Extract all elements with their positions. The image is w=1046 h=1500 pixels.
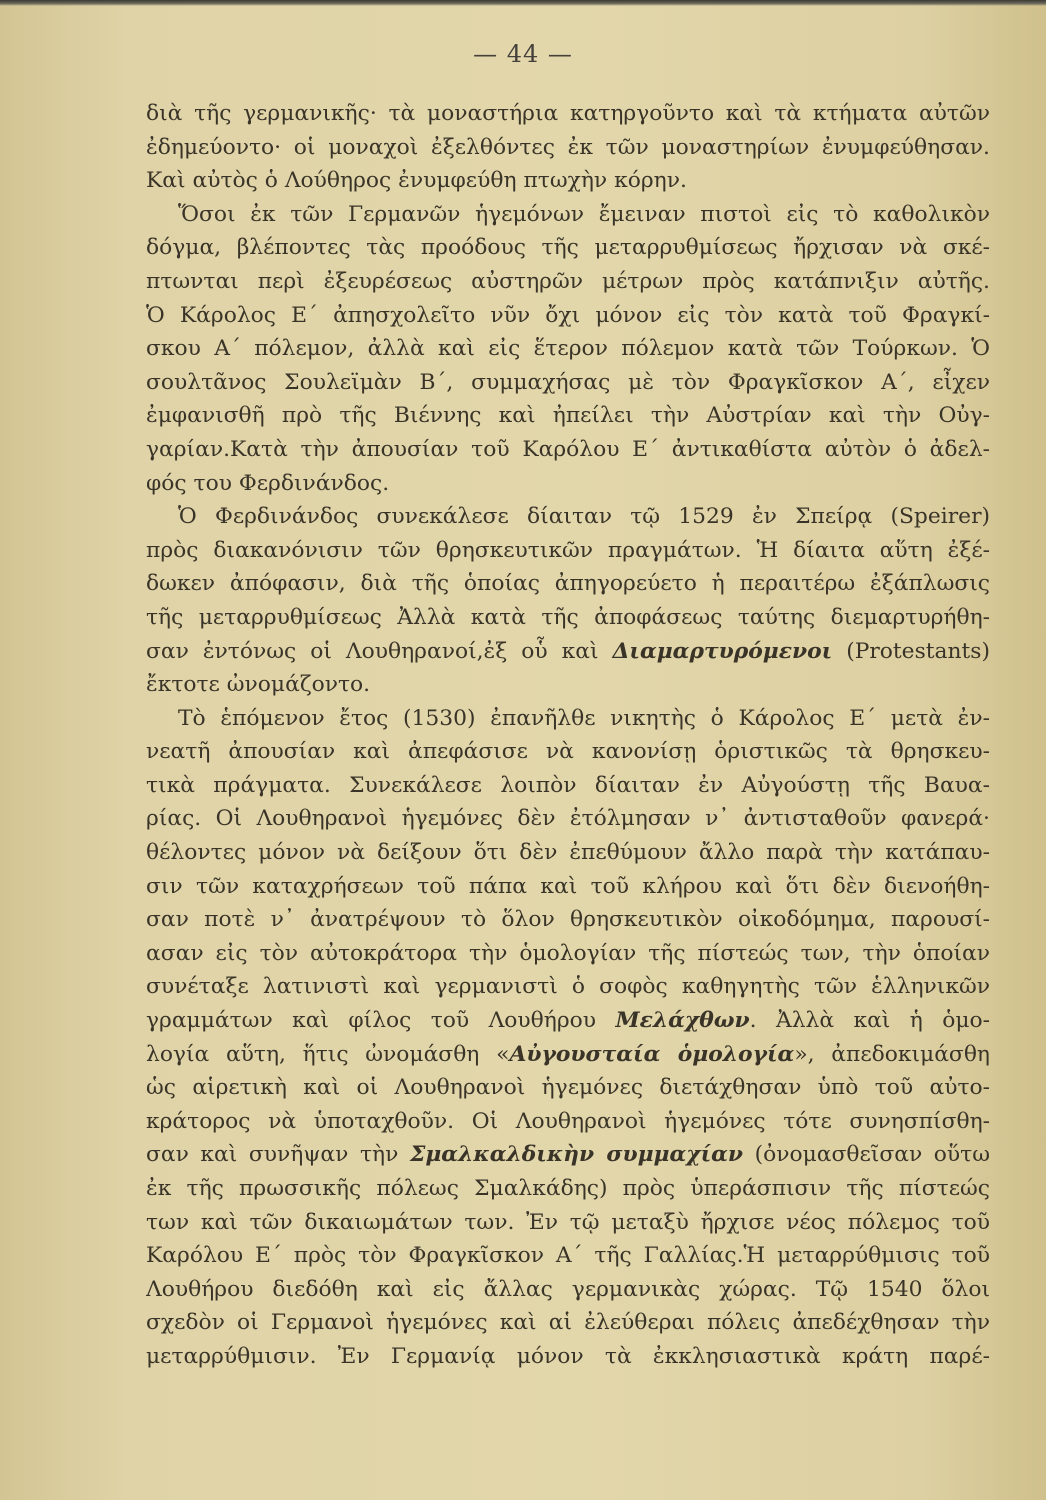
page-top-edge [0, 0, 1046, 6]
text-segment: συνέταξε λατινιστὶ καὶ γερμανιστὶ ὁ σοφὸς καθηγητὴς τῶν ἑλληνικῶν [146, 974, 990, 1000]
text-segment: θέλοντες μόνον νὰ δείξουν ὅτι δὲν ἐπεθύμουν ἄλλο παρὰ τὴν κατάπαυ- [146, 840, 990, 866]
page-number: — 44 — [473, 40, 573, 68]
text-line [146, 1340, 990, 1374]
text-segment: Ὁ Κάρολος Ε΄ ἀπησχολεῖτο νῦν ὄχι μόνον εἰς τὸν κατὰ τοῦ Φραγκί- [146, 302, 990, 328]
text-segment: ἐμφανισθῆ πρὸ τῆς Βιέννης καὶ ἠπείλει τὴν Αὐστρίαν καὶ τὴν Οὐγ- [146, 403, 990, 429]
text-line [146, 1105, 990, 1139]
text-line [146, 97, 990, 131]
text-line [146, 500, 990, 534]
text-line [146, 164, 990, 198]
text-line [146, 1004, 990, 1038]
text-line [146, 702, 990, 736]
text-line [146, 937, 990, 971]
text-line [146, 366, 990, 400]
text-segment: γραμμάτων καὶ φίλος τοῦ Λουθήρου [146, 1008, 616, 1034]
text-line [146, 299, 990, 333]
text-line [146, 433, 990, 467]
text-line [146, 567, 990, 601]
text-line [146, 198, 990, 232]
text-segment: σαν καὶ συνῆψαν τὴν [146, 1142, 410, 1168]
text-segment: σχεδὸν οἱ Γερμανοὶ ἡγεμόνες καὶ αἱ ἐλεύθεραι πόλεις ἀπεδέχθησαν τὴν [146, 1310, 990, 1336]
text-segment: σουλτᾶνος Σουλεϊμὰν Β΄, συμμαχήσας μὲ τὸν Φραγκῖσκον Α΄, εἶχεν [146, 369, 990, 395]
text-line [146, 1306, 990, 1340]
text-line [146, 802, 990, 836]
text-line [146, 131, 990, 165]
text-line [146, 1273, 990, 1307]
text-segment: Ὁ Φερδινάνδος συνεκάλεσε δίαιταν τῷ 1529 ἐν Σπείρᾳ (Speirer) [178, 504, 990, 530]
text-line [146, 970, 990, 1004]
text-line [146, 836, 990, 870]
text-segment: διὰ τῆς γερμανικῆς· τὰ μοναστήρια κατηργοῦντο καὶ τὰ κτήματα αὐτῶν [146, 101, 990, 126]
text-segment: μεταρρύθμισιν. Ἐν Γερμανίᾳ μόνον τὰ ἐκκλησιαστικὰ κράτη παρέ- [146, 1343, 990, 1369]
text-line [146, 735, 990, 769]
text-segment: (Protestants) [832, 638, 990, 664]
text-line [146, 1038, 990, 1072]
emphasized-term: Αὐγουσταία ὁμολογία [509, 1041, 795, 1067]
text-line [146, 769, 990, 803]
text-segment: Ὅσοι ἐκ τῶν Γερμανῶν ἡγεμόνων ἔμειναν πιστοὶ εἰς τὸ καθολικὸν [178, 201, 990, 227]
text-segment: ἔκτοτε ὠνομάζοντο. [146, 672, 371, 698]
text-line [146, 231, 990, 265]
text-segment: Καρόλου Ε΄ πρὸς τὸν Φραγκῖσκον Α΄ τῆς Γαλλίας.Ἡ μεταρρύθμισις τοῦ [146, 1243, 990, 1269]
text-segment: σκου Α΄ πόλεμον, ἀλλὰ καὶ εἰς ἕτερον πόλεμον κατὰ τῶν Τούρκων. Ὁ [146, 336, 990, 362]
text-line [146, 534, 990, 568]
text-segment: σιν τῶν καταχρήσεων τοῦ πάπα καὶ τοῦ κλήρου καὶ ὅτι δὲν διενοήθη- [146, 873, 990, 899]
text-line [146, 635, 990, 669]
text-segment: ὡς αἱρετικὴ καὶ οἱ Λουθηρανοὶ ἡγεμόνες διετάχθησαν ὑπὸ τοῦ αὐτο- [146, 1075, 990, 1101]
emphasized-term: Διαμαρτυρόμενοι [612, 638, 833, 664]
text-line [146, 870, 990, 904]
text-segment: νεατῆ ἀπουσίαν καὶ ἀπεφάσισε νὰ κανονίσῃ ὁριστικῶς τὰ θρησκευ- [146, 739, 990, 765]
text-line [146, 332, 990, 366]
text-segment: πρὸς διακανόνισιν τῶν θρησκευτικῶν πραγμάτων. Ἡ δίαιτα αὕτη ἐξέ- [146, 537, 990, 563]
text-segment: λογία αὕτη, ἥτις ὠνομάσθη « [146, 1041, 510, 1067]
text-segment: δωκεν ἀπόφασιν, διὰ τῆς ὁποίας ἀπηγορεύετο ἡ περαιτέρω ἐξάπλωσις [146, 571, 990, 597]
text-line [146, 1071, 990, 1105]
text-line [146, 265, 990, 299]
text-line [146, 399, 990, 433]
text-segment: τῆς μεταρρυθμίσεως Ἀλλὰ κατὰ τῆς ἀποφάσεως ταύτης διεμαρτυρήθη- [146, 604, 990, 630]
text-line [146, 601, 990, 635]
text-segment: κράτορος νὰ ὑποταχθοῦν. Οἱ Λουθηρανοὶ ἡγεμόνες τότε συνησπίσθη- [146, 1108, 990, 1134]
text-segment: Τὸ ἑπόμενον ἔτος (1530) ἐπανῆλθε νικητὴς ὁ Κάρολος Ε΄ μετὰ ἐν- [178, 705, 990, 731]
text-segment: ασαν εἰς τὸν αὐτοκράτορα τὴν ὁμολογίαν τῆς πίστεώς των, τὴν ὁποίαν [146, 940, 990, 966]
text-line [146, 1206, 990, 1240]
text-line [146, 903, 990, 937]
text-segment: τικὰ πράγματα. Συνεκάλεσε λοιπὸν δίαιταν ἐν Αὐγούστῃ τῆς Βαυα- [146, 772, 990, 798]
text-segment: ρίας. Οἱ Λουθηρανοὶ ἡγεμόνες δὲν ἐτόλμησαν ν᾿ ἀντισταθοῦν φανερά· [146, 806, 990, 832]
text-segment: πτωνται περὶ ἐξευρέσεως αὐστηρῶν μέτρων πρὸς κατάπνιξιν αὐτῆς. [146, 268, 990, 294]
text-segment: (ὀνομασθεῖσαν οὕτω [743, 1142, 990, 1168]
text-line [146, 1172, 990, 1206]
emphasized-term: Μελάχθων [615, 1008, 750, 1034]
text-segment: Λουθήρου διεδόθη καὶ εἰς ἄλλας γερμανικὰς χώρας. Τῷ 1540 ὅλοι [146, 1276, 990, 1302]
text-segment: σαν ἐντόνως οἱ Λουθηρανοί,ἐξ οὗ καὶ [146, 638, 613, 664]
text-segment: δόγμα, βλέποντες τὰς προόδους τῆς μεταρρυθμίσεως ἤρχισαν νὰ σκέ- [146, 235, 990, 261]
text-segment: ἐδημεύοντο· οἱ μοναχοὶ ἐξελθόντες ἐκ τῶν μοναστηρίων ἐνυμφεύθησαν. [146, 134, 990, 160]
text-line [146, 467, 990, 501]
text-segment: ἐκ τῆς πρωσσικῆς πόλεως Σμαλκάδης) πρὸς ὑπεράσπισιν τῆς πίστεώς [146, 1176, 990, 1201]
text-segment: σαν ποτὲ ν᾿ ἀνατρέψουν τὸ ὅλον θρησκευτικὸν οἰκοδόμημα, παρουσί- [146, 907, 990, 933]
emphasized-term: Σμαλκαλδικὴν συμμαχίαν [409, 1142, 744, 1168]
text-segment: . Ἀλλὰ καὶ ἡ ὁμο- [749, 1008, 990, 1034]
text-segment: φός του Φερδινάνδος. [146, 470, 390, 496]
text-segment: γαρίαν.Κατὰ τὴν ἀπουσίαν τοῦ Καρόλου Ε΄ ἀντικαθίστα αὐτὸν ὁ ἀδελ- [146, 436, 990, 462]
text-segment: Καὶ αὐτὸς ὁ Λούθηρος ἐνυμφεύθη πτωχὴν κόρην. [146, 168, 687, 194]
text-segment: », ἀπεδοκιμάσθη [794, 1041, 990, 1067]
text-line [146, 1138, 990, 1172]
text-segment: των καὶ τῶν δικαιωμάτων των. Ἐν τῷ μεταξὺ ἤρχισε νέος πόλεμος τοῦ [146, 1209, 990, 1235]
text-line [146, 1239, 990, 1273]
text-line [146, 668, 990, 702]
body-text [146, 97, 990, 1374]
